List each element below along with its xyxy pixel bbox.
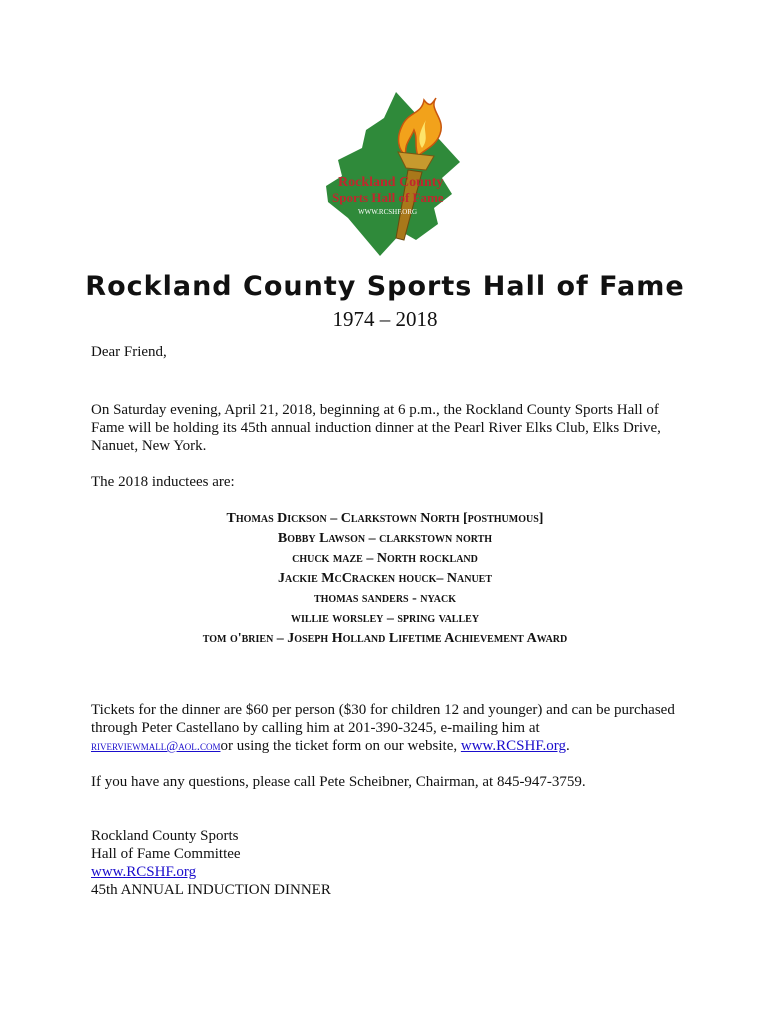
inductee-item: willie worsley – spring valley [290, 611, 480, 626]
tickets-line-end: . [565, 738, 570, 754]
inductee-item: chuck maze – North rockland [292, 551, 478, 566]
signoff-line: 45th ANNUAL INDUCTION DINNER [91, 882, 331, 898]
greeting: Dear Friend, [91, 344, 167, 360]
inductees-intro: The 2018 inductees are: [91, 474, 235, 490]
torch-logo-graphic [318, 90, 468, 260]
inductee-item: tom o'brien – Joseph Holland Lifetime Achievement Award [202, 631, 568, 646]
inductee-list [0, 509, 770, 649]
logo-text-line1: Rockland County [338, 175, 444, 190]
signoff-website-link[interactable]: www.RCSHF.org [91, 864, 197, 880]
intro-line: Fame will be holding its 45th annual induction dinner at the Pearl River Elks Club, Elks Drive, [91, 420, 661, 436]
tickets-line: Tickets for the dinner are $60 per person ($30 for children 12 and younger) and can be purchased [91, 702, 675, 718]
year-range: 1974 – 2018 [332, 307, 438, 331]
logo-website: WWW.RCSHF.ORG [358, 208, 418, 216]
tickets-line: through Peter Castellano by calling him at 201-390-3245, e-mailing him at [91, 720, 540, 736]
intro-paragraph [91, 401, 691, 455]
questions-paragraph: If you have any questions, please call Pete Scheibner, Chairman, at 845-947-3759. [91, 774, 586, 790]
page-title: Rockland County Sports Hall of Fame [85, 271, 685, 302]
county-shape [326, 92, 460, 256]
email-link[interactable]: riverviewmall@aol.com [91, 738, 221, 753]
tickets-line [91, 737, 691, 755]
website-link[interactable]: www.RCSHF.org [460, 738, 566, 754]
hall-of-fame-logo [318, 90, 468, 260]
inductee-item: thomas sanders - nyack [313, 591, 457, 606]
tickets-paragraph [91, 701, 691, 755]
inductee-item: Bobby Lawson – clarkstown north [277, 531, 493, 546]
logo-text-line2: Sports Hall of Fame [332, 190, 444, 205]
inductee-item: Thomas Dickson – Clarkstown North [posthumous] [226, 511, 544, 526]
tickets-line-text: or using the ticket form on our website, [220, 738, 461, 754]
inductee-item: Jackie McCracken houck– Nanuet [277, 571, 493, 586]
intro-line: Nanuet, New York. [91, 438, 207, 454]
signoff-block [91, 827, 691, 899]
intro-line: On Saturday evening, April 21, 2018, beginning at 6 p.m., the Rockland County Sports Hall of [91, 402, 659, 418]
signoff-line: Rockland County Sports [91, 828, 239, 844]
signoff-line: Hall of Fame Committee [91, 846, 241, 862]
